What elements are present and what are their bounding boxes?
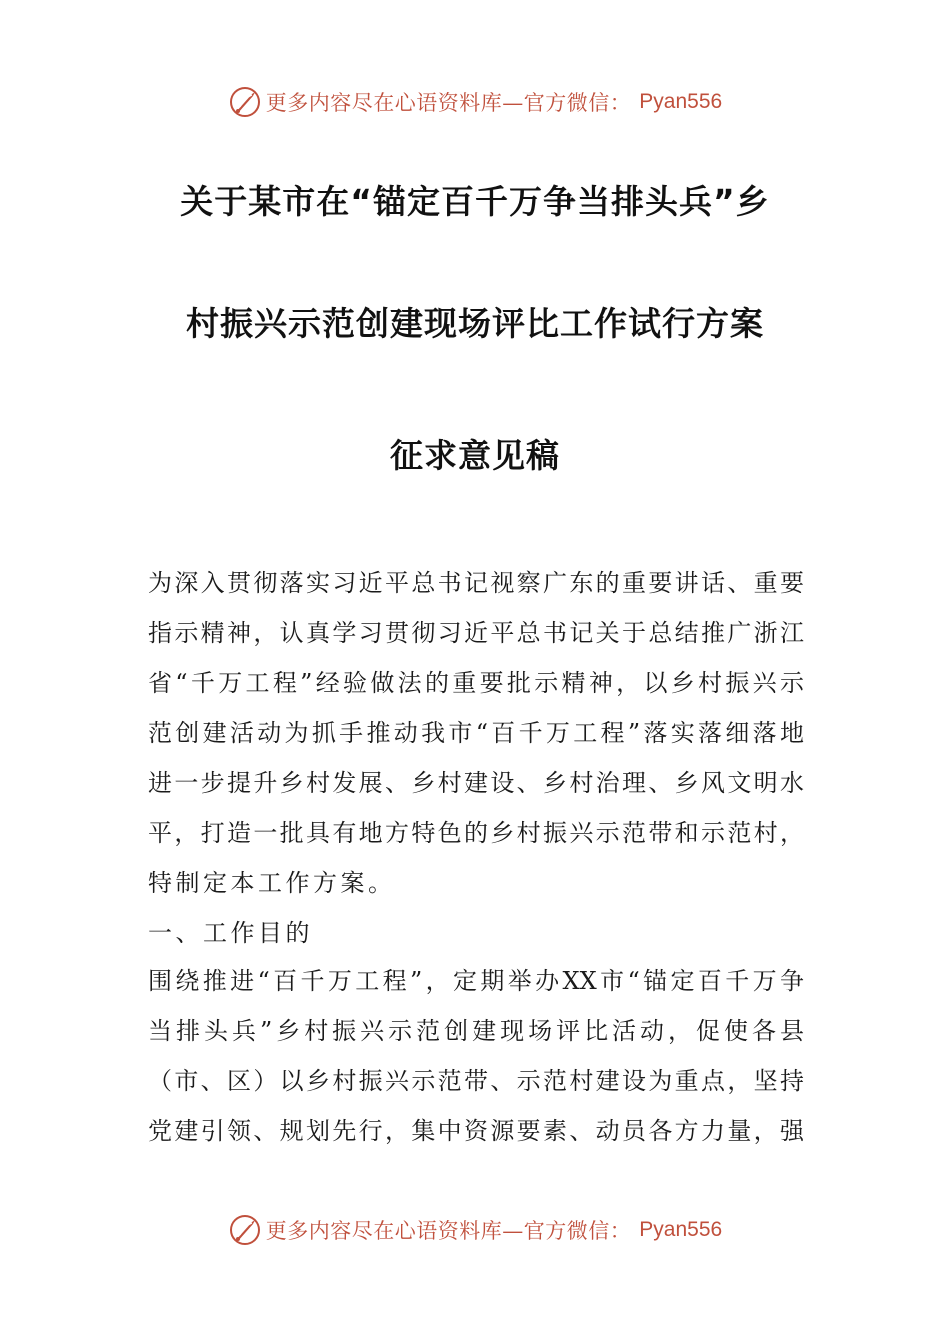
- paragraph-1-line-6: 平，打造一批具有地方特色的乡村振兴示范带和示范村，: [148, 819, 804, 847]
- section-heading-1: 一、工作目的: [148, 919, 313, 947]
- paragraph-2-line-3: （市、区）以乡村振兴示范带、示范村建设为重点，坚持: [148, 1067, 804, 1095]
- document-title-line-1: 关于某市在“锚定百千万争当排头兵”乡: [180, 182, 770, 221]
- paragraph-1-line-4: 范创建活动为抓手推动我市“百千万工程”落实落细落地: [148, 719, 804, 747]
- watermark-text: 更多内容尽在心语资料库—官方微信：: [265, 1219, 632, 1243]
- paragraph-2-line-4: 党建引领、规划先行，集中资源要素、动员各方力量，强: [148, 1117, 804, 1145]
- paragraph-1-line-1: 为深入贯彻落实习近平总书记视察广东的重要讲话、重要: [148, 569, 804, 597]
- paragraph-1-line-3: 省“千万工程”经验做法的重要批示精神，以乡村振兴示: [148, 669, 804, 697]
- paragraph-1-line-7: 特制定本工作方案。: [148, 869, 396, 897]
- watermark-wechat-id: Pyan556: [639, 1218, 723, 1241]
- quill-logo-icon: [228, 1213, 262, 1247]
- quill-logo-icon: [228, 85, 262, 119]
- paragraph-2-line-2: 当排头兵”乡村振兴示范创建现场评比活动，促使各县: [148, 1017, 804, 1045]
- paragraph-2-line-1: 围绕推进“百千万工程”，定期举办XX市“锚定百千万争: [148, 967, 804, 995]
- document-title-line-2: 村振兴示范创建现场评比工作试行方案: [186, 304, 764, 343]
- watermark-footer: [0, 1210, 950, 1250]
- watermark-text: 更多内容尽在心语资料库—官方微信：: [265, 91, 632, 115]
- paragraph-1-line-2: 指示精神，认真学习贯彻习近平总书记关于总结推广浙江: [148, 619, 804, 647]
- document-title-line-3: 征求意见稿: [390, 436, 560, 475]
- watermark-wechat-id: Pyan556: [639, 90, 723, 113]
- watermark-header: [0, 82, 950, 122]
- paragraph-1-line-5: 进一步提升乡村发展、乡村建设、乡村治理、乡风文明水: [148, 769, 804, 797]
